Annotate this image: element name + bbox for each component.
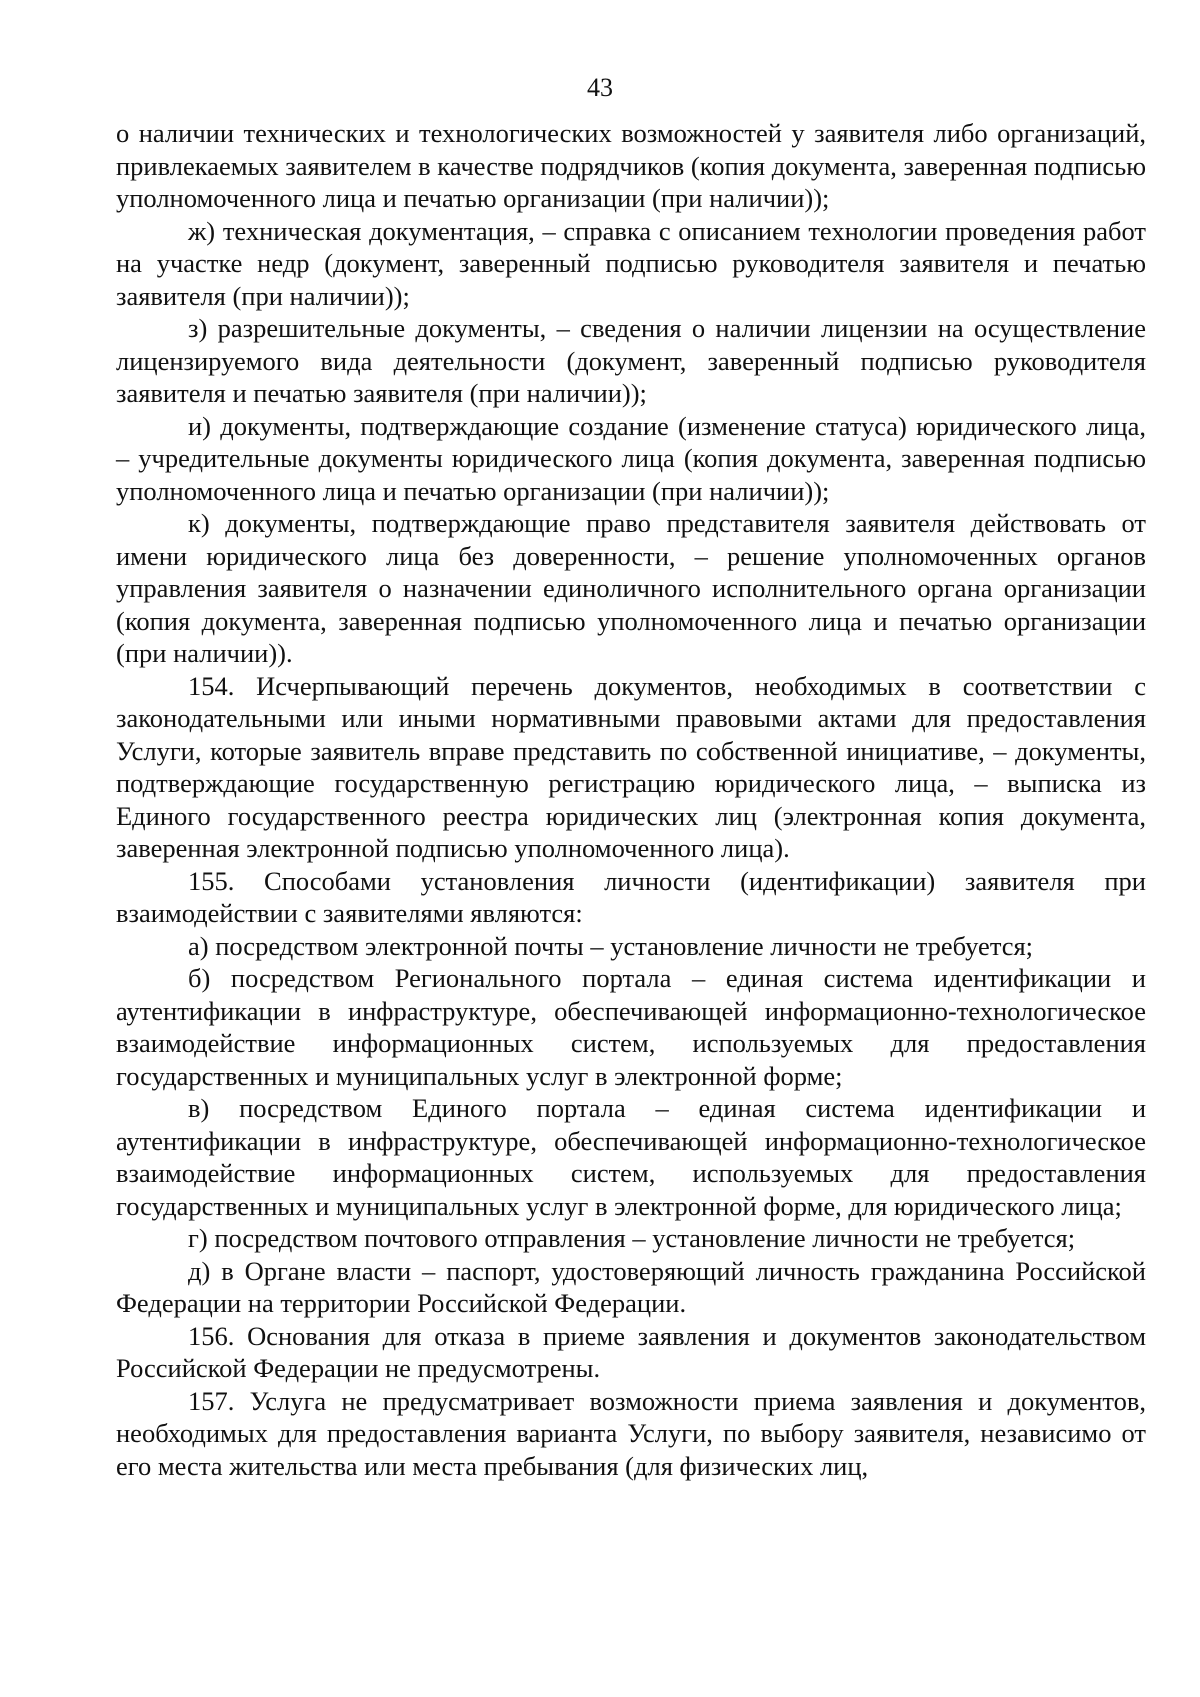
paragraph-155: 155. Способами установления личности (идентификации) заявителя при взаимодействии с заявителями являются: bbox=[116, 865, 1146, 928]
paragraph-item-d: д) в Органе власти – паспорт, удостоверяющий личность гражданина Российской Федерации на территории Российской Федерации. bbox=[116, 1255, 1146, 1318]
paragraph-item-zh: ж) техническая документация, – справка с описанием технологии проведения работ на участке недр (документ, заверенный подписью руководителя заявителя и печатью заявителя (при наличии)); bbox=[116, 215, 1146, 311]
paragraph-item-g: г) посредством почтового отправления – установление личности не требуется; bbox=[188, 1223, 1076, 1253]
paragraph-154: 154. Исчерпывающий перечень документов, необходимых в соответствии с законодательными или иными нормативными правовыми актами для предоставления Услуги, которые заявитель вправе представить по собственной инициативе, – документы, подтверждающие государственную регистрацию юридического лица, – выписка из Единого государственного реестра юридических лиц (электронная копия документа, заверенная электронной подписью уполномоченного лица). bbox=[116, 670, 1146, 863]
page-number: 43 bbox=[587, 73, 613, 102]
paragraph-157: 157. Услуга не предусматривает возможности приема заявления и документов, необходимых для предоставления варианта Услуги, по выбору заявителя, независимо от его места жительства или места пребывания (для физических лиц, bbox=[116, 1385, 1146, 1481]
paragraph-continuation: о наличии технических и технологических возможностей у заявителя либо организаций, привлекаемых заявителем в качестве подрядчиков (копия документа, заверенная подписью уполномоченного лица и печатью организации (при наличии)); bbox=[116, 118, 1146, 213]
paragraph-item-b: б) посредством Регионального портала – единая система идентификации и аутентификации в инфраструктуре, обеспечивающей информационно-технологическое взаимодействие информационных систем, используемых для предоставления государственных и муниципальных услуг в электронной форме; bbox=[116, 963, 1146, 1091]
paragraph-item-i: и) документы, подтверждающие создание (изменение статуса) юридического лица, – учредительные документы юридического лица (копия документа, заверенная подписью уполномоченного лица и печатью организации (при наличии)); bbox=[116, 410, 1146, 506]
paragraph-156: 156. Основания для отказа в приеме заявления и документов законодательством Российской Федерации не предусмотрены. bbox=[116, 1320, 1146, 1383]
paragraph-item-k: к) документы, подтверждающие право представителя заявителя действовать от имени юридического лица без доверенности, – решение уполномоченных органов управления заявителя о назначении единоличного исполнительного органа организации (копия документа, заверенная подписью уполномоченного лица и печатью организации (при наличии)). bbox=[116, 508, 1146, 668]
paragraph-item-a: а) посредством электронной почты – установление личности не требуется; bbox=[188, 930, 1034, 961]
paragraph-item-v: в) посредством Единого портала – единая система идентификации и аутентификации в инфраструктуре, обеспечивающей информационно-технологическое взаимодействие информационных систем, используемых для предоставления государственных и муниципальных услуг в электронной форме, для юридического лица; bbox=[116, 1093, 1146, 1221]
document-body bbox=[116, 117, 1146, 1482]
paragraph-item-z: з) разрешительные документы, – сведения о наличии лицензии на осуществление лицензируемого вида деятельности (документ, заверенный подписью руководителя заявителя и печатью заявителя (при наличии)); bbox=[116, 313, 1146, 408]
